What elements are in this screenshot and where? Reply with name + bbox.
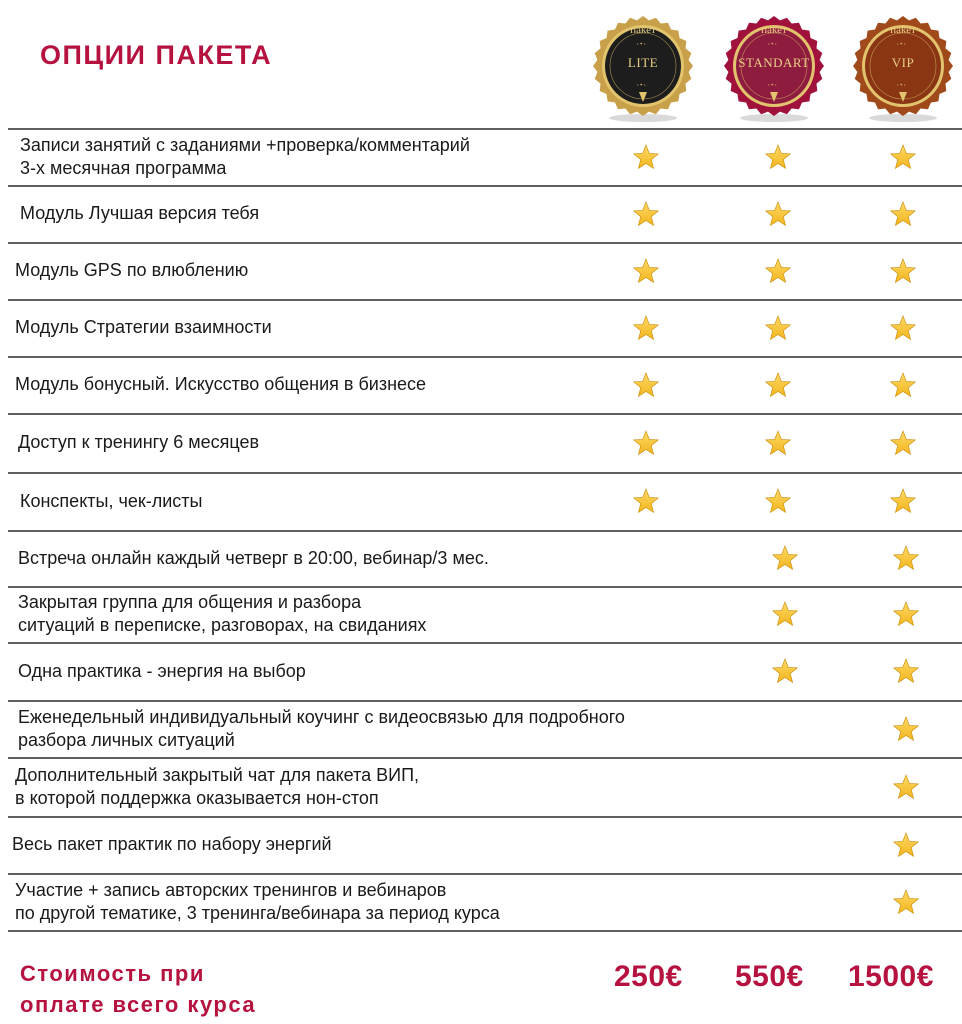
row-label (20, 202, 259, 225)
gold-star-icon (893, 658, 919, 684)
row-label-line: Закрытая группа для общения и разбора (18, 592, 362, 612)
package-badge-lite (588, 14, 698, 124)
gold-star-icon (890, 315, 916, 341)
row-label (15, 764, 419, 810)
row-label-line: Доступ к тренингу 6 месяцев (18, 432, 260, 452)
row-label (20, 490, 202, 513)
svg-text:• ✦ •: • ✦ • (637, 41, 646, 46)
row-label-line: Модуль Лучшая версия тебя (20, 203, 260, 223)
gold-star-icon (633, 258, 659, 284)
package-badge-standart (719, 14, 829, 124)
gold-star-icon (893, 545, 919, 571)
row-label-line: разбора личных ситуаций (18, 730, 235, 750)
gold-star-icon (890, 488, 916, 514)
row-label-line: Одна практика - энергия на выбор (18, 661, 306, 681)
table-row (0, 242, 962, 299)
gold-star-icon (765, 144, 791, 170)
package-badge-name: STANDART (738, 55, 810, 70)
row-label (18, 547, 489, 570)
table-row (0, 185, 962, 242)
gold-star-icon (765, 372, 791, 398)
row-label-line: ситуаций в переписке, разговорах, на свиданиях (18, 615, 427, 635)
svg-text:• ✦ •: • ✦ • (897, 41, 906, 46)
gold-star-icon (772, 658, 798, 684)
row-divider (8, 757, 962, 759)
gold-star-icon (633, 372, 659, 398)
table-row (0, 700, 962, 757)
gold-star-icon (890, 430, 916, 456)
package-badge-top-label: пакет (630, 24, 656, 36)
price-vip: 1500€ (848, 960, 934, 993)
row-label (12, 833, 332, 856)
row-divider (8, 530, 962, 532)
row-label-line: Весь пакет практик по набору энергий (12, 834, 332, 854)
gold-star-icon (765, 430, 791, 456)
package-badge-name: LITE (627, 55, 659, 70)
row-divider (8, 128, 962, 130)
gold-star-icon (633, 201, 659, 227)
svg-text:• ✦ •: • ✦ • (768, 41, 777, 46)
cost-label-line-2: оплате всего курса (20, 992, 257, 1017)
gold-star-icon (890, 144, 916, 170)
gold-star-icon (633, 488, 659, 514)
table-row (0, 472, 962, 530)
row-label (15, 373, 426, 396)
table-row (0, 816, 962, 873)
row-label-line: Встреча онлайн каждый четверг в 20:00, вебинар/3 мес. (18, 548, 489, 568)
package-badge-top-label: пакет (890, 24, 916, 36)
row-divider (8, 299, 962, 301)
table-bottom-rule (8, 930, 962, 932)
price-standart: 550€ (735, 960, 804, 993)
svg-text:• ✦ •: • ✦ • (768, 82, 777, 87)
row-divider (8, 356, 962, 358)
row-label-line: Еженедельный индивидуальный коучинг с видеосвязью для подробного (18, 707, 625, 727)
row-label-line: Записи занятий с заданиями +проверка/комментарий (20, 135, 470, 155)
gold-star-icon (893, 716, 919, 742)
row-divider (8, 242, 962, 244)
package-badge-vip (848, 14, 958, 124)
gold-star-icon (772, 601, 798, 627)
table-row (0, 299, 962, 356)
table-row (0, 128, 962, 185)
gold-star-icon (633, 430, 659, 456)
gold-star-icon (893, 774, 919, 800)
row-label-line: Дополнительный закрытый чат для пакета ВИП, (15, 765, 420, 785)
table-row (0, 586, 962, 642)
gold-star-icon (893, 889, 919, 915)
gold-star-icon (765, 258, 791, 284)
price-lite: 250€ (614, 960, 683, 993)
gold-star-icon (890, 372, 916, 398)
gold-star-icon (890, 201, 916, 227)
gold-star-icon (772, 545, 798, 571)
table-row (0, 530, 962, 586)
row-label (18, 706, 625, 752)
table-row (0, 642, 962, 700)
svg-text:• ✦ •: • ✦ • (637, 82, 646, 87)
table-row (0, 356, 962, 413)
table-row (0, 873, 962, 930)
row-label (18, 431, 259, 454)
row-label-line: Модуль Стратегии взаимности (15, 317, 272, 337)
row-label-line: в которой поддержка оказывается нон-стоп (15, 788, 379, 808)
row-label-line: по другой тематике, 3 тренинга/вебинара за период курса (15, 903, 500, 923)
row-label-line: Конспекты, чек-листы (20, 491, 203, 511)
gold-star-icon (893, 601, 919, 627)
row-divider (8, 700, 962, 702)
gold-star-icon (765, 488, 791, 514)
row-label (20, 134, 470, 180)
cost-label (20, 958, 256, 1020)
row-divider (8, 586, 962, 588)
gold-star-icon (633, 144, 659, 170)
row-label (18, 660, 306, 683)
row-label (18, 591, 426, 637)
gold-star-icon (890, 258, 916, 284)
row-divider (8, 816, 962, 818)
package-badge-top-label: пакет (761, 24, 787, 36)
cost-label-line-1: Стоимость при (20, 961, 205, 986)
page-title: ОПЦИИ ПАКЕТА (40, 40, 273, 70)
row-label-line: Модуль бонусный. Искусство общения в бизнесе (15, 374, 427, 394)
gold-star-icon (893, 832, 919, 858)
row-divider (8, 642, 962, 644)
gold-star-icon (765, 315, 791, 341)
row-divider (8, 472, 962, 474)
row-label-line: Участие + запись авторских тренингов и вебинаров (15, 880, 447, 900)
package-badge-name: VIP (891, 55, 915, 70)
row-label (15, 879, 500, 925)
row-divider (8, 413, 962, 415)
row-label-line: Модуль GPS по влюблению (15, 260, 249, 280)
gold-star-icon (633, 315, 659, 341)
svg-text:• ✦ •: • ✦ • (897, 82, 906, 87)
row-divider (8, 873, 962, 875)
row-label (15, 259, 248, 282)
row-divider (8, 185, 962, 187)
row-label-line: 3-х месячная программа (20, 158, 227, 178)
row-label (15, 316, 272, 339)
table-row (0, 413, 962, 472)
table-row (0, 757, 962, 816)
gold-star-icon (765, 201, 791, 227)
